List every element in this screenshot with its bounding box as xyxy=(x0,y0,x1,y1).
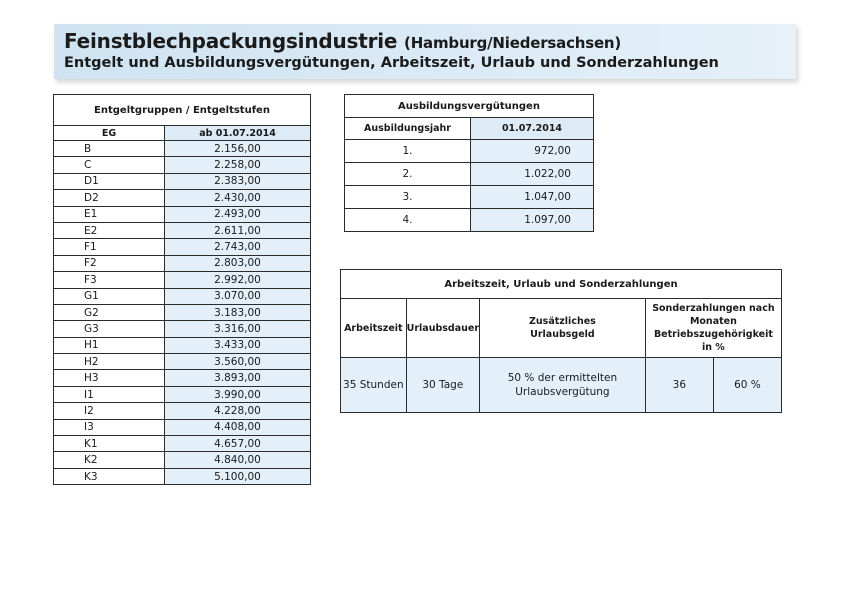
entgelt-value: 3.070,00 xyxy=(165,288,311,304)
title-region: (Hamburg/Niedersachsen) xyxy=(404,34,622,52)
table-row xyxy=(54,468,311,484)
entgelt-group: K2 xyxy=(54,452,165,468)
cell-urlaubsdauer: 30 Tage xyxy=(406,358,479,413)
entgelt-col-date: ab 01.07.2014 xyxy=(165,126,311,141)
ausbildung-value: 1.097,00 xyxy=(471,209,594,232)
col-sonderzahlungen: Sonderzahlungen nach Monaten Betriebszugehörigkeit in % xyxy=(645,299,781,358)
ausbildung-value: 972,00 xyxy=(471,140,594,163)
arbeitszeit-table xyxy=(340,269,782,413)
entgelt-value: 2.803,00 xyxy=(165,255,311,271)
entgelt-value: 2.611,00 xyxy=(165,222,311,238)
entgelt-value: 3.990,00 xyxy=(165,386,311,402)
table-row xyxy=(54,288,311,304)
table-row xyxy=(345,140,594,163)
entgelt-value: 5.100,00 xyxy=(165,468,311,484)
arbeitszeit-caption: Arbeitszeit, Urlaub und Sonderzahlungen xyxy=(341,270,782,299)
table-row xyxy=(54,141,311,157)
entgelt-group: G3 xyxy=(54,321,165,337)
table-row xyxy=(54,452,311,468)
entgelt-group: E2 xyxy=(54,222,165,238)
entgelt-value: 4.657,00 xyxy=(165,436,311,452)
entgelt-group: F2 xyxy=(54,255,165,271)
col-urlaubsdauer: Urlaubsdauer xyxy=(406,299,479,358)
ausbildung-col-date: 01.07.2014 xyxy=(471,118,594,140)
entgelt-group: F3 xyxy=(54,272,165,288)
table-row xyxy=(54,386,311,402)
entgelt-value: 2.430,00 xyxy=(165,190,311,206)
table-row xyxy=(54,157,311,173)
table-row xyxy=(54,190,311,206)
ausbildung-caption: Ausbildungsvergütungen xyxy=(345,95,594,118)
entgelt-value: 4.408,00 xyxy=(165,419,311,435)
entgelt-group: D2 xyxy=(54,190,165,206)
entgelt-value: 4.228,00 xyxy=(165,403,311,419)
entgelt-value: 2.383,00 xyxy=(165,173,311,189)
entgelt-group: D1 xyxy=(54,173,165,189)
entgelt-group: I3 xyxy=(54,419,165,435)
entgelt-value: 4.840,00 xyxy=(165,452,311,468)
entgelt-group: K3 xyxy=(54,468,165,484)
entgelt-group: I1 xyxy=(54,386,165,402)
table-row xyxy=(54,370,311,386)
entgelt-table xyxy=(53,94,311,485)
page-title xyxy=(64,29,621,53)
entgelt-group: I2 xyxy=(54,403,165,419)
entgelt-group: E1 xyxy=(54,206,165,222)
cell-arbeitszeit: 35 Stunden xyxy=(341,358,407,413)
table-row xyxy=(54,272,311,288)
ausbildung-year: 2. xyxy=(345,163,471,186)
cell-monate: 36 xyxy=(645,358,713,413)
entgelt-value: 3.183,00 xyxy=(165,304,311,320)
ausbildung-value: 1.022,00 xyxy=(471,163,594,186)
table-row xyxy=(54,403,311,419)
page-subtitle: Entgelt und Ausbildungsvergütungen, Arbeitszeit, Urlaub und Sonderzahlungen xyxy=(64,55,719,71)
entgelt-col-eg: EG xyxy=(54,126,165,141)
table-row xyxy=(345,209,594,232)
ausbildung-year: 3. xyxy=(345,186,471,209)
table-row xyxy=(54,321,311,337)
table-row xyxy=(54,337,311,353)
entgelt-value: 3.316,00 xyxy=(165,321,311,337)
cell-urlaubsgeld: 50 % der ermittelten Urlaubsvergütung xyxy=(480,358,646,413)
entgelt-value: 2.992,00 xyxy=(165,272,311,288)
entgelt-group: H3 xyxy=(54,370,165,386)
cell-prozent: 60 % xyxy=(713,358,781,413)
col-urlaubsgeld: Zusätzliches Urlaubsgeld xyxy=(480,299,646,358)
entgelt-value: 3.433,00 xyxy=(165,337,311,353)
table-row xyxy=(345,163,594,186)
entgelt-value: 3.560,00 xyxy=(165,354,311,370)
entgelt-group: F1 xyxy=(54,239,165,255)
entgelt-group: B xyxy=(54,141,165,157)
entgelt-group: C xyxy=(54,157,165,173)
entgelt-group: G1 xyxy=(54,288,165,304)
ausbildung-value: 1.047,00 xyxy=(471,186,594,209)
title-main: Feinstblechpackungsindustrie xyxy=(64,29,398,53)
entgelt-group: K1 xyxy=(54,436,165,452)
table-row xyxy=(54,436,311,452)
entgelt-value: 2.493,00 xyxy=(165,206,311,222)
table-row xyxy=(54,206,311,222)
table-row xyxy=(54,239,311,255)
ausbildung-year: 4. xyxy=(345,209,471,232)
table-row xyxy=(54,419,311,435)
entgelt-value: 3.893,00 xyxy=(165,370,311,386)
table-row xyxy=(345,186,594,209)
col-arbeitszeit: Arbeitszeit xyxy=(341,299,407,358)
table-row xyxy=(54,255,311,271)
entgelt-value: 2.743,00 xyxy=(165,239,311,255)
header-banner xyxy=(54,24,796,79)
ausbildung-year: 1. xyxy=(345,140,471,163)
table-row xyxy=(54,173,311,189)
table-row xyxy=(54,304,311,320)
table-row xyxy=(54,354,311,370)
entgelt-value: 2.258,00 xyxy=(165,157,311,173)
entgelt-value: 2.156,00 xyxy=(165,141,311,157)
entgelt-group: H1 xyxy=(54,337,165,353)
table-row xyxy=(54,222,311,238)
entgelt-group: G2 xyxy=(54,304,165,320)
entgelt-caption: Entgeltgruppen / Entgeltstufen xyxy=(54,95,311,126)
ausbildung-table xyxy=(344,94,594,232)
entgelt-group: H2 xyxy=(54,354,165,370)
ausbildung-col-year: Ausbildungsjahr xyxy=(345,118,471,140)
